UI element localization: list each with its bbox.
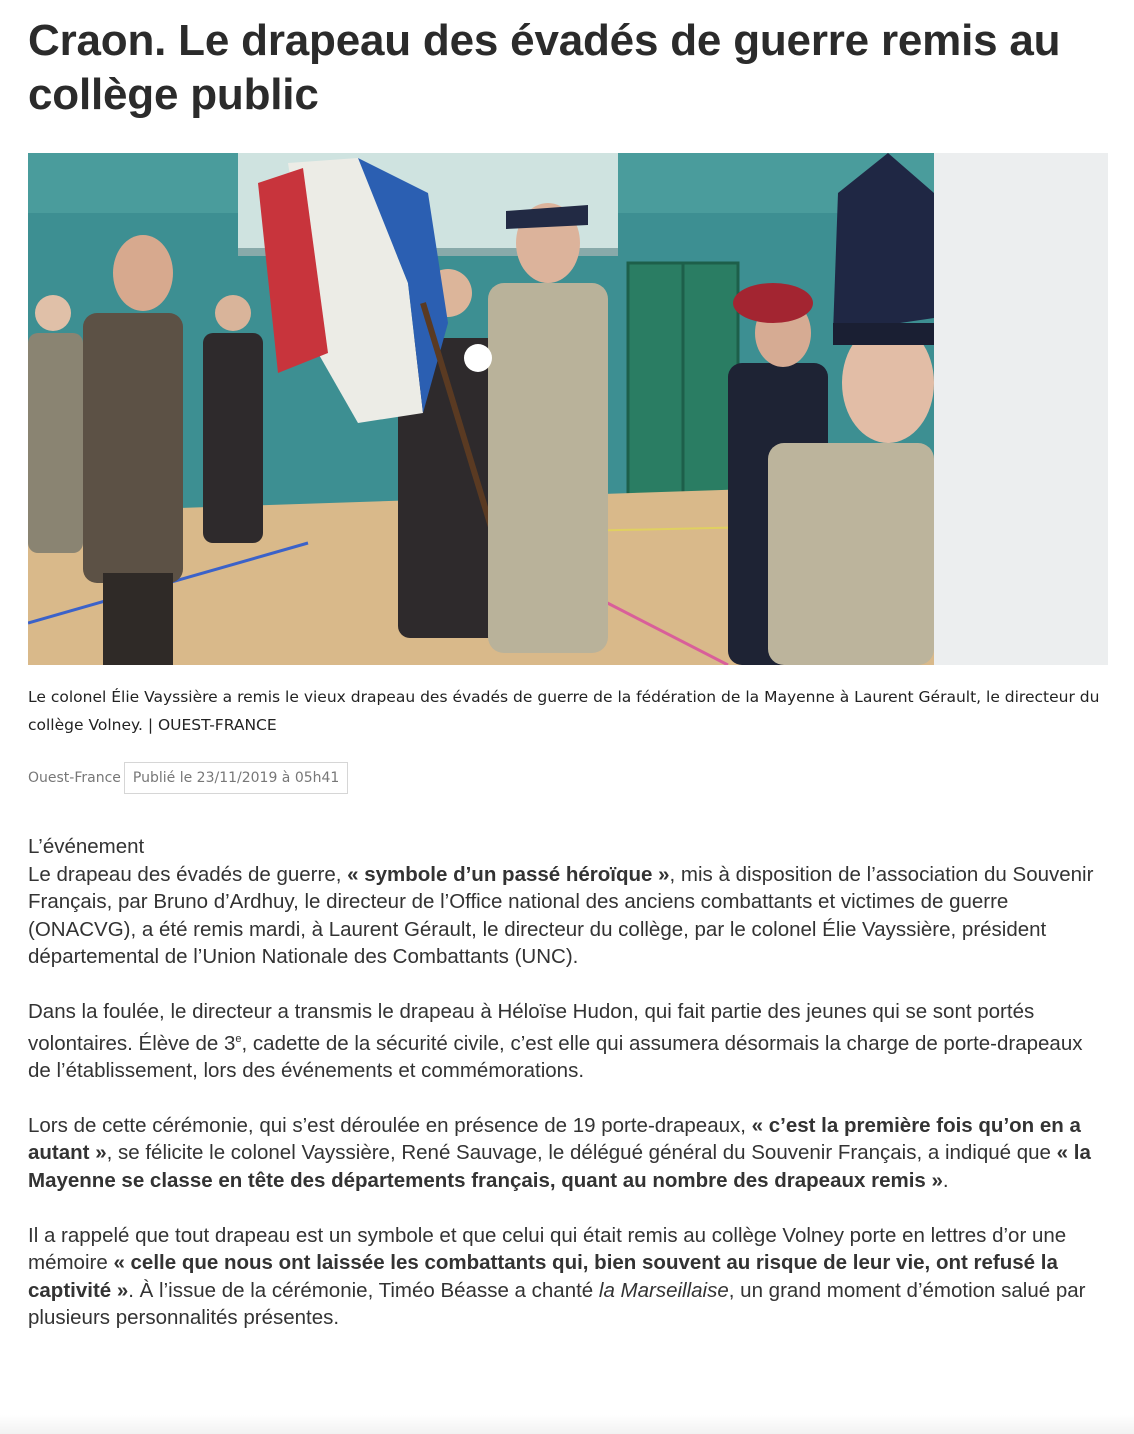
quote: « celle que nous ont laissée les combattants qui, bien souvent au risque de leur vie, ont refusé la captivité » (28, 1251, 1058, 1302)
photo-frame (28, 153, 1108, 665)
article-photo[interactable] (28, 153, 934, 665)
source-label[interactable]: Ouest-France (28, 770, 121, 786)
song-title: la Marseillaise (598, 1278, 729, 1302)
quote: « symbole d’un passé héroïque » (347, 862, 670, 886)
photo-caption: Le colonel Élie Vayssière a remis le vieux drapeau des évadés de guerre de la fédération de la Mayenne à Laurent Gérault, le directeur du collège Volney. | OUEST-FRANCE (28, 688, 1100, 734)
paragraph-1: Le drapeau des évadés de guerre, « symbole d’un passé héroïque », mis à disposition de l’association du Souvenir Français, par Bruno d’Ardhuy, le directeur de l’Office national des anciens combattants et victimes de guerre (ONACVG), a été remis mardi, à Laurent Gérault, le directeur du collège, par le colonel Élie Vayssière, président départemental de l’Union Nationale des Combattants (UNC). (28, 862, 1094, 968)
quote: « la Mayenne se classe en tête des départements français, quant au nombre des drapeaux remis » (28, 1141, 1091, 1192)
article-meta (28, 760, 348, 796)
ceremony-photo-illustration (28, 153, 934, 665)
section-label: L’événement (28, 835, 145, 858)
quote: « c’est la première fois qu’on en a autant » (28, 1113, 1081, 1165)
article-body (28, 833, 1110, 1359)
paragraph-2: Dans la foulée, le directeur a transmis le drapeau à Héloïse Hudon, qui fait partie des jeunes qui se sont portés volontaires. Élève de 3e, cadette de la sécurité civile, c’est elle qui assumera désormais la charge de porte-drapeaux de l’établissement, lors des événements et commémorations. (28, 1000, 1083, 1082)
publish-date: Publié le 23/11/2019 à 05h41 (124, 762, 348, 794)
paragraph-3: Lors de cette cérémonie, qui s’est déroulée en présence de 19 porte-drapeaux, « c’est la première fois qu’on en a autant », se félicite le colonel Vayssière, René Sauvage, le délégué général du Souvenir Français, a indiqué que « la Mayenne se classe en tête des départements français, quant au nombre des drapeaux remis ». (28, 1113, 1091, 1192)
paragraph-4: Il a rappelé que tout drapeau est un symbole et que celui qui était remis au collège Volney porte en lettres d’or une mémoire « celle que nous ont laissée les combattants qui, bien souvent au risque de leur vie, ont refusé la captivité ». À l’issue de la cérémonie, Timéo Béasse a chanté la Marseillaise, un grand moment d’émotion salué par plusieurs personnalités présentes. (28, 1223, 1086, 1330)
bottom-fade (0, 1415, 1134, 1434)
article-title: Craon. Le drapeau des évadés de guerre remis au collège public (28, 16, 1061, 119)
